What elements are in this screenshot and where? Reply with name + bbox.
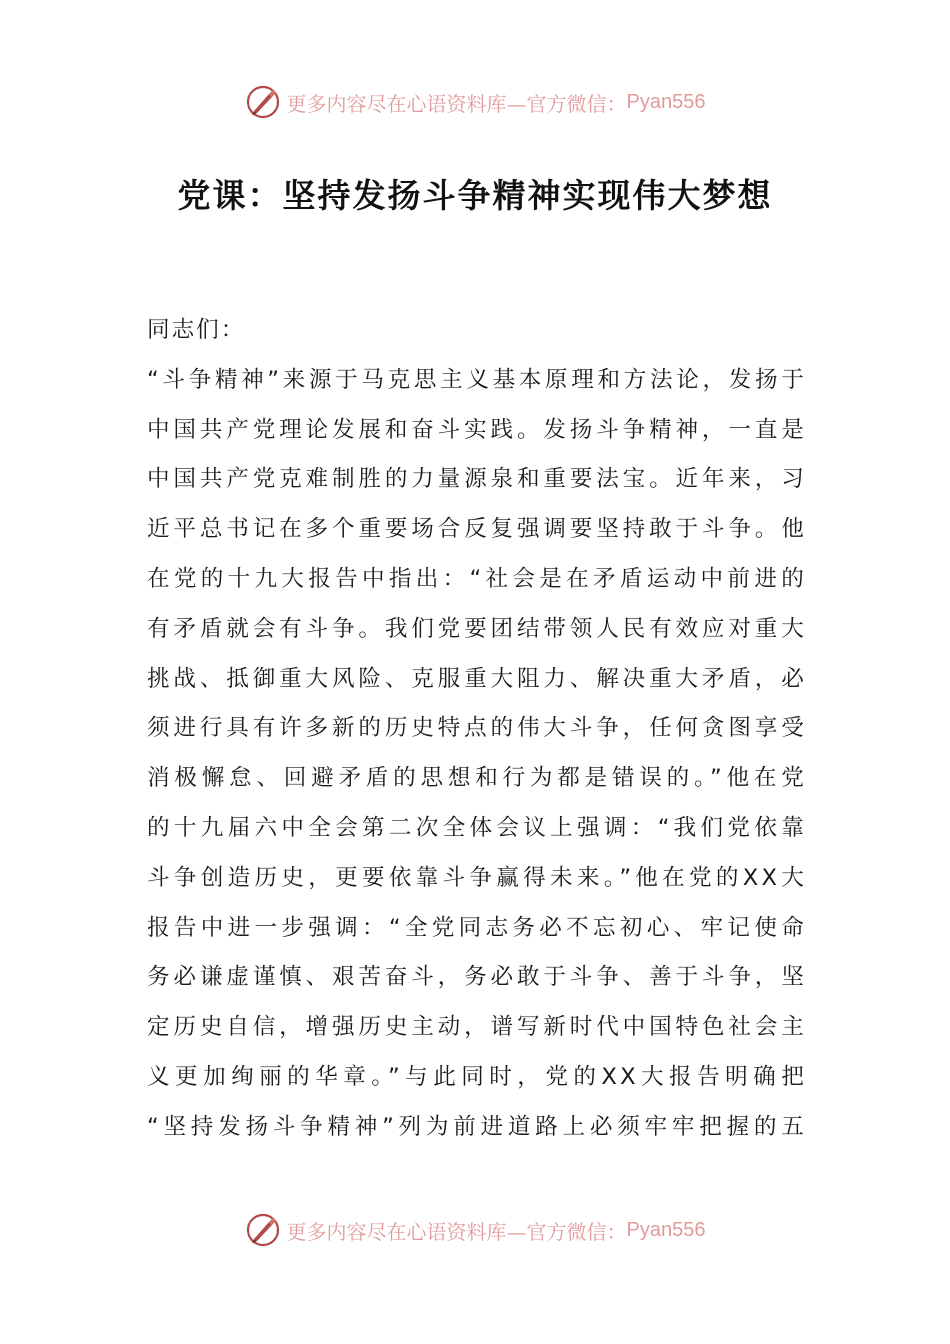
body-line: 在党的十九大报告中指出：“社会是在矛盾运动中前进的 (147, 565, 807, 592)
body-line: 斗争创造历史，更要依靠斗争赢得未来。”他在党的XX大 (147, 864, 807, 891)
banner-text: 更多内容尽在心语资料库—官方微信： (286, 1219, 627, 1244)
document-body (147, 306, 807, 1153)
body-line: “斗争精神”来源于马克思主义基本原理和方法论，发扬于 (147, 366, 807, 393)
body-line: 中国共产党克难制胜的力量源泉和重要法宝。近年来，习 (147, 466, 807, 493)
body-line: 定历史自信，增强历史主动，谱写新时代中国特色社会主 (147, 1014, 807, 1041)
banner-text: 更多内容尽在心语资料库—官方微信： (286, 91, 627, 116)
body-line: 近平总书记在多个重要场合反复强调要坚持敢于斗争。他 (147, 516, 807, 543)
body-line: 的十九届六中全会第二次全体会议上强调：“我们党依靠 (147, 814, 807, 841)
document-title: 党课：坚持发扬斗争精神实现伟大梦想 (177, 176, 773, 215)
body-line: 务必谦虚谨慎、艰苦奋斗，务必敢于斗争、善于斗争，坚 (147, 964, 807, 991)
body-line: 消极懈怠、回避矛盾的思想和行为都是错误的。”他在党 (147, 765, 807, 792)
salutation: 同志们： (147, 317, 246, 343)
pen-logo-icon (245, 1212, 281, 1248)
body-line: 义更加绚丽的华章。”与此同时，党的XX大报告明确把 (147, 1063, 807, 1090)
body-line: “坚持发扬斗争精神”列为前进道路上必须牢牢把握的五 (147, 1113, 807, 1140)
pen-logo-icon (245, 84, 281, 120)
body-line: 报告中进一步强调：“全党同志务必不忘初心、牢记使命 (147, 914, 807, 941)
body-line: 挑战、抵御重大风险、克服重大阻力、解决重大矛盾，必 (147, 665, 807, 692)
banner-wechat-id: Pyan556 (626, 1218, 706, 1241)
body-line: 有矛盾就会有斗争。我们党要团结带领人民有效应对重大 (147, 615, 807, 642)
header-watermark-banner (0, 80, 950, 124)
body-line: 须进行具有许多新的历史特点的伟大斗争，任何贪图享受 (147, 715, 807, 742)
body-line: 中国共产党理论发展和奋斗实践。发扬斗争精神，一直是 (147, 416, 807, 443)
banner-wechat-id: Pyan556 (626, 90, 706, 113)
footer-watermark-banner (0, 1208, 950, 1252)
